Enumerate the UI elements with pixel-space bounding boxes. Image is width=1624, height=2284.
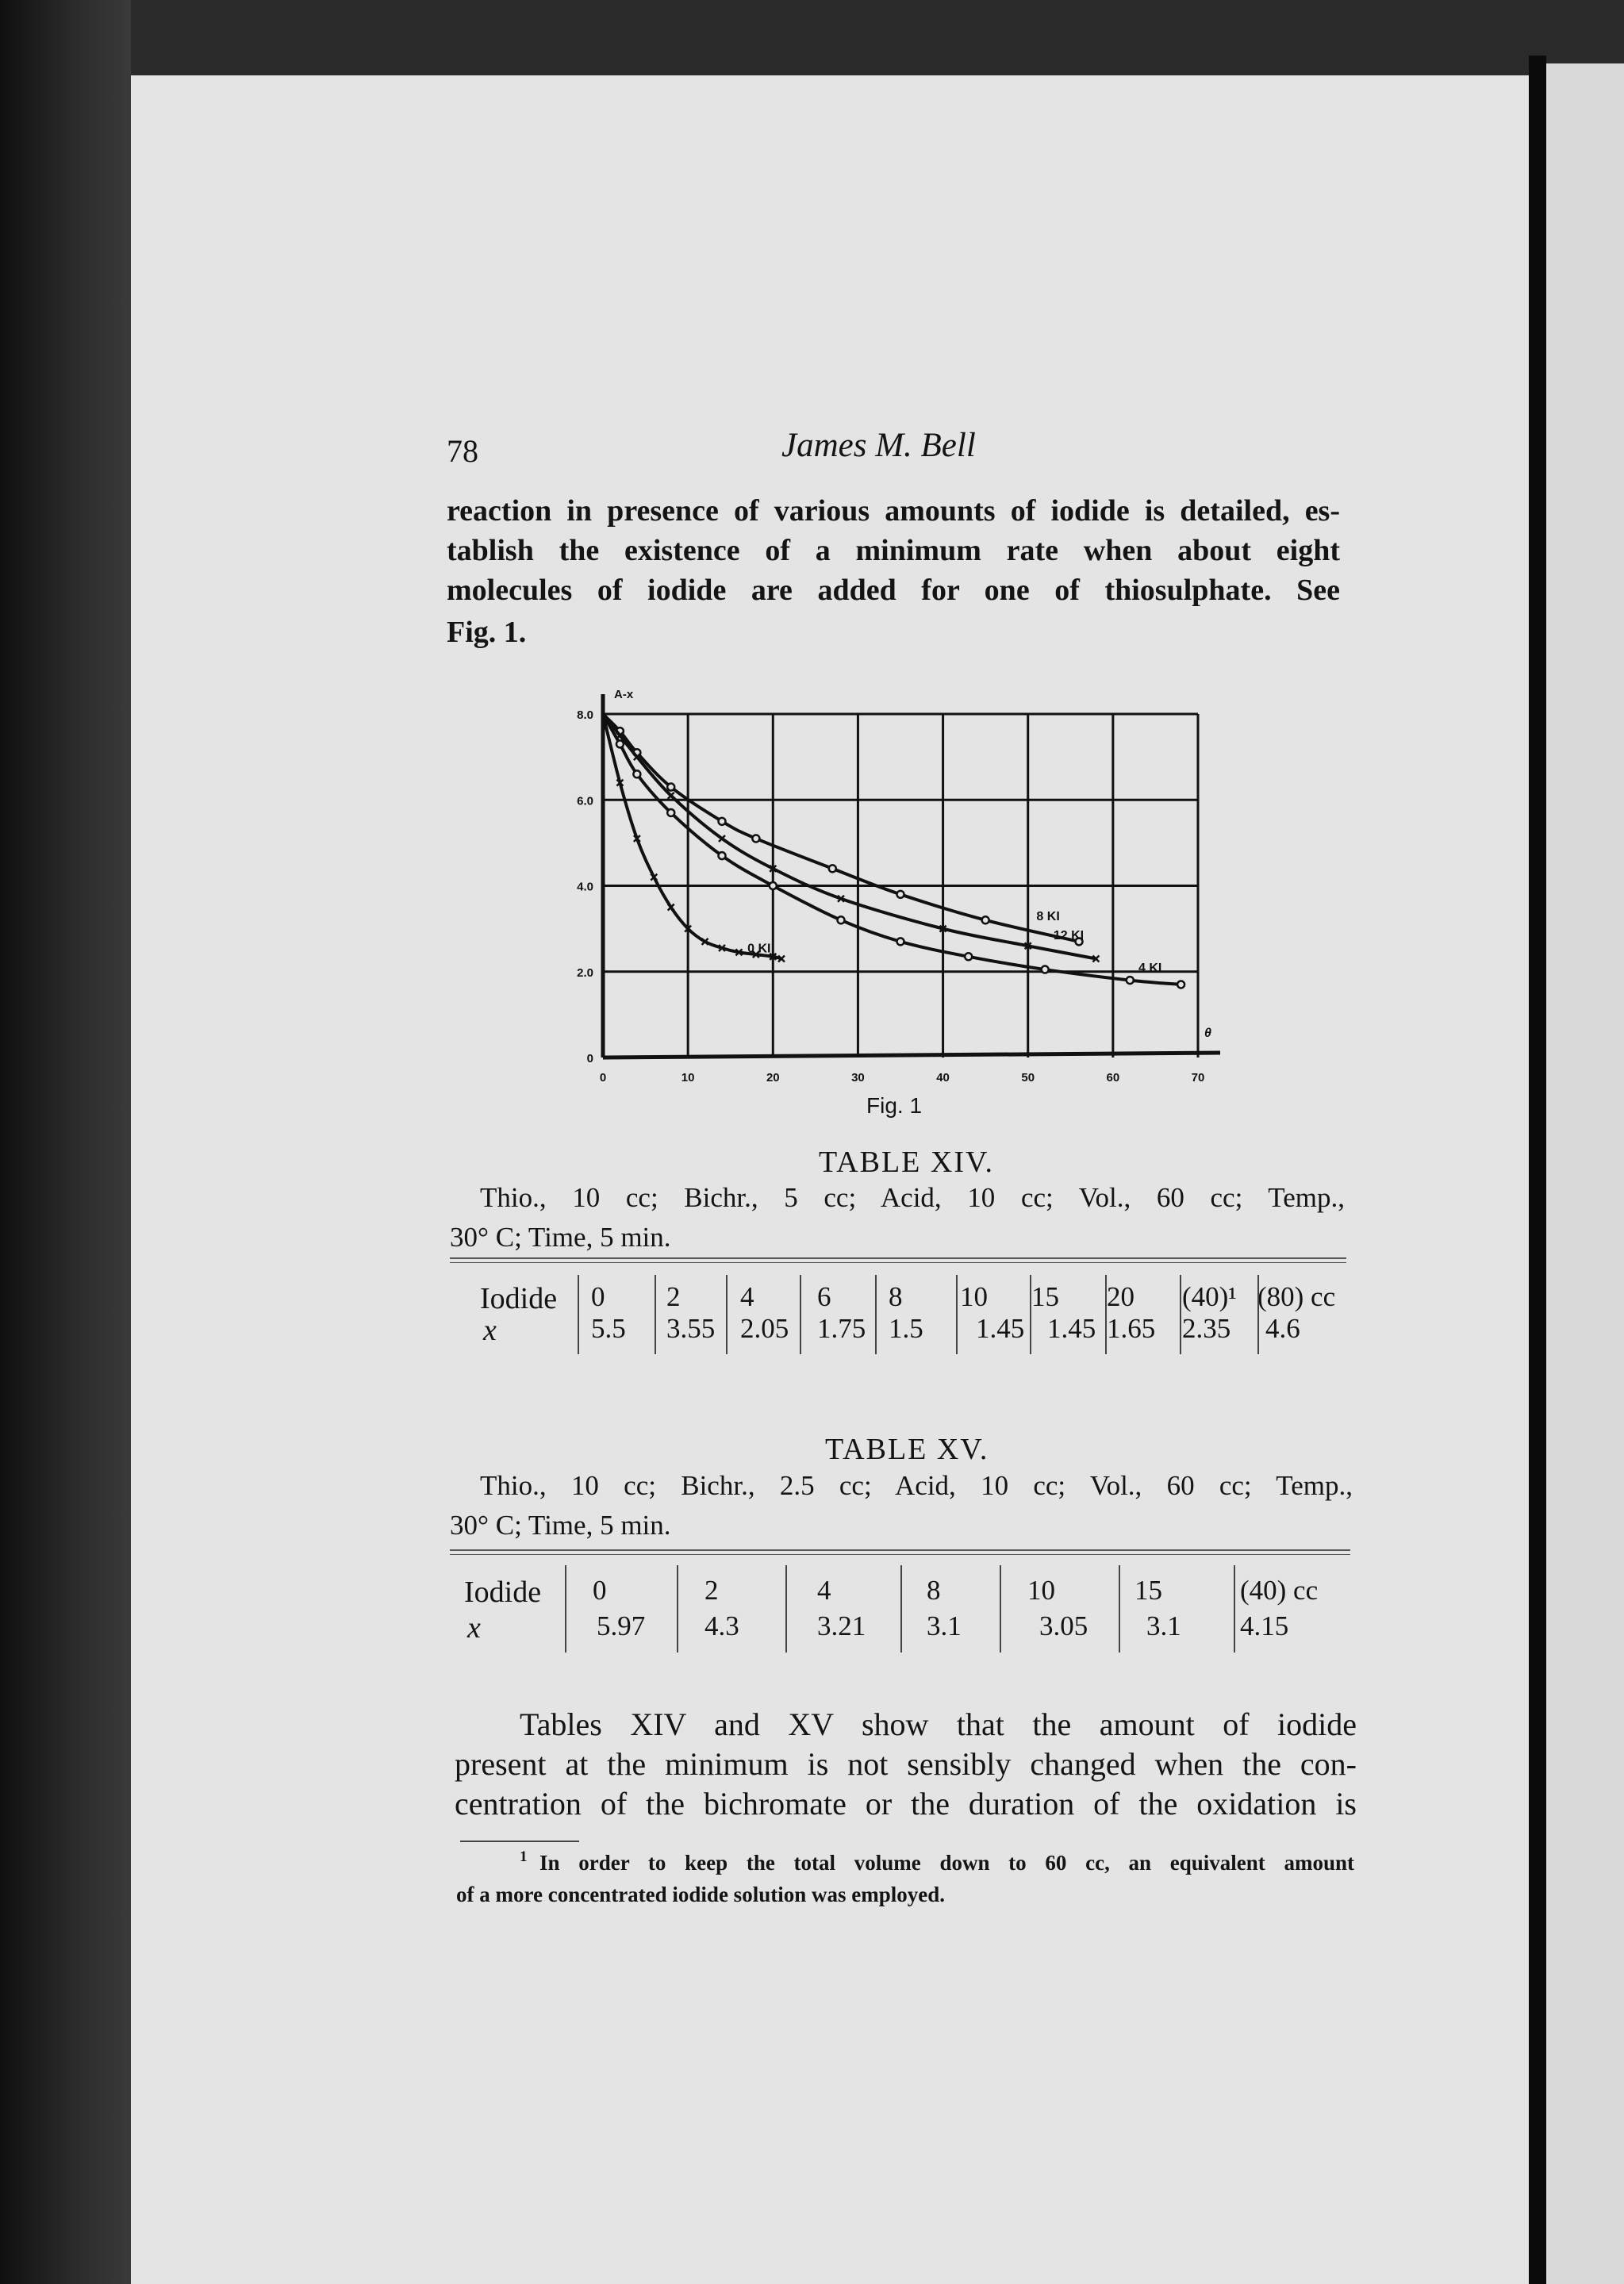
table-row-label: Iodide [480, 1282, 558, 1315]
x-tick-label: 0 [599, 1071, 607, 1084]
data-point [897, 938, 904, 945]
series-label-8ki: 8 KI [1036, 909, 1060, 923]
x-tick-label: 40 [936, 1071, 950, 1084]
table-cell-iodide: 4 [740, 1281, 754, 1312]
table-column-rule [565, 1565, 566, 1653]
intro-line-4: Fig. 1. [447, 616, 527, 649]
data-point [965, 953, 972, 960]
footnote-marker [520, 1848, 528, 1875]
table-cell-iodide: (40)¹ [1182, 1281, 1237, 1312]
table-xv-title: TABLE XV. [825, 1433, 989, 1466]
table-column-rule [1000, 1565, 1001, 1653]
table-cell-iodide: 10 [960, 1281, 988, 1312]
table-row-label: Iodide [464, 1576, 542, 1609]
table-cell-x: 3.21 [817, 1610, 866, 1641]
footnote-rule [460, 1841, 579, 1842]
x-tick-label: 20 [766, 1071, 780, 1084]
table-column-rule [1119, 1565, 1120, 1653]
table-cell-x: 3.1 [927, 1610, 962, 1641]
x-tick-label: 60 [1106, 1071, 1120, 1084]
figure-1-chart [547, 678, 1246, 1091]
table-cell-x: 2.35 [1182, 1313, 1231, 1344]
data-point [667, 809, 674, 816]
data-point [1127, 977, 1134, 984]
x-tick-label: 10 [681, 1071, 695, 1084]
x-axis [603, 1053, 1220, 1058]
data-point [667, 784, 674, 791]
x-axis-label: θ [1204, 1027, 1211, 1040]
data-point [1177, 981, 1184, 988]
table-cell-iodide: 10 [1027, 1575, 1055, 1606]
data-point [719, 852, 726, 859]
table-cell-iodide: 0 [593, 1575, 607, 1606]
series-label-4ki: 4 KI [1138, 961, 1162, 975]
table-cell-iodide: 8 [889, 1281, 903, 1312]
table-cell-iodide: 15 [1031, 1281, 1059, 1312]
table-column-rule [875, 1275, 877, 1354]
table-column-rule [785, 1565, 787, 1653]
table-cell-x: 1.45 [976, 1313, 1025, 1344]
intro-line-1: reaction in presence of various amounts of iodide is detailed, es- [447, 494, 1340, 528]
table-cell-iodide: (40) cc [1240, 1575, 1319, 1606]
scan-left-edge [0, 0, 131, 2284]
table-column-rule [1234, 1565, 1235, 1653]
data-point [770, 882, 777, 889]
y-tick-label: 6.0 [577, 794, 593, 808]
table-cell-x: 1.5 [889, 1313, 923, 1344]
x-tick-label: 70 [1191, 1071, 1205, 1084]
data-point [838, 916, 845, 923]
facing-page-edge [1546, 63, 1624, 2284]
y-tick-label: 8.0 [577, 708, 593, 722]
table-cell-iodide: 0 [591, 1281, 605, 1312]
table-xiv-rule-top-2 [450, 1262, 1346, 1263]
table-row-label: x [483, 1314, 497, 1347]
book-gutter [1529, 56, 1546, 2284]
table-cell-x: 1.45 [1047, 1313, 1096, 1344]
table-cell-x: 3.55 [666, 1313, 716, 1344]
intro-line-2: tablish the existence of a minimum rate when about eight [447, 534, 1340, 567]
table-cell-iodide: 8 [927, 1575, 941, 1606]
table-column-rule [1105, 1275, 1107, 1354]
table-cell-x: 2.05 [740, 1313, 789, 1344]
closing-line-1: Tables XIV and XV show that the amount of iodide [520, 1706, 1357, 1742]
table-cell-iodide: 4 [817, 1575, 831, 1606]
table-cell-x: 3.05 [1039, 1610, 1088, 1641]
table-xv-rule-top-2 [450, 1554, 1350, 1555]
table-column-rule [1257, 1275, 1259, 1354]
figure-caption: Fig. 1 [866, 1093, 923, 1118]
table-column-rule [726, 1275, 728, 1354]
y-tick-label: 0 [586, 1052, 593, 1065]
data-point [1042, 966, 1049, 973]
intro-line-3: molecules of iodide are added for one of thiosulphate. See [447, 574, 1340, 607]
series-line [603, 714, 1181, 985]
table-xv-conditions-1: Thio., 10 cc; Bichr., 2.5 cc; Acid, 10 cc; Vol., 60 cc; Temp., [480, 1470, 1353, 1501]
closing-line-2: present at the minimum is not sensibly changed when the con- [455, 1746, 1357, 1782]
footnote-number: 1 [520, 1848, 528, 1865]
table-cell-x: 5.97 [597, 1610, 646, 1641]
data-point [633, 770, 640, 777]
data-point [982, 916, 989, 923]
table-cell-iodide: 2 [705, 1575, 719, 1606]
series-label-0ki: 0 KI [747, 942, 771, 956]
y-tick-label: 2.0 [577, 965, 593, 980]
y-axis-label: A-x [614, 688, 634, 701]
table-column-rule [578, 1275, 579, 1354]
running-head-title: James M. Bell [781, 427, 976, 464]
table-cell-x: 4.6 [1265, 1313, 1300, 1344]
series-line [603, 714, 1079, 942]
table-column-rule [1180, 1275, 1181, 1354]
book-page [131, 75, 1529, 2284]
x-tick-label: 50 [1021, 1071, 1035, 1084]
table-cell-x: 4.15 [1240, 1610, 1289, 1641]
table-cell-x: 1.75 [817, 1313, 866, 1344]
footnote-line-1: In order to keep the total volume down to 60 cc, an equivalent amount [539, 1851, 1354, 1875]
page-number: 78 [447, 433, 478, 469]
table-cell-x: 4.3 [705, 1610, 739, 1641]
table-column-rule [800, 1275, 801, 1354]
table-xv-conditions-2: 30° C; Time, 5 min. [450, 1510, 671, 1541]
table-cell-x: 5.5 [591, 1313, 626, 1344]
table-xiv-conditions-1: Thio., 10 cc; Bichr., 5 cc; Acid, 10 cc; Vol., 60 cc; Temp., [480, 1182, 1345, 1213]
data-point [719, 818, 726, 825]
table-row-label: x [467, 1611, 481, 1645]
table-xiv-conditions-2: 30° C; Time, 5 min. [450, 1222, 671, 1253]
table-column-rule [956, 1275, 958, 1354]
table-column-rule [1030, 1275, 1031, 1354]
closing-line-3: centration of the bichromate or the duration of the oxidation is [455, 1786, 1357, 1821]
data-point [829, 865, 836, 872]
table-xiv-title: TABLE XIV. [819, 1146, 995, 1179]
table-column-rule [655, 1275, 656, 1354]
table-cell-iodide: 15 [1134, 1575, 1162, 1606]
data-point [616, 740, 624, 747]
footnote-line-2: of a more concentrated iodide solution was employed. [456, 1883, 945, 1906]
table-column-rule [677, 1565, 678, 1653]
table-cell-iodide: (80) cc [1257, 1281, 1336, 1312]
table-column-rule [900, 1565, 902, 1653]
y-tick-label: 4.0 [577, 880, 593, 894]
series-label-12ki: 12 KI [1053, 929, 1085, 943]
table-xv-rule-top [450, 1549, 1350, 1551]
table-cell-x: 1.65 [1107, 1313, 1156, 1344]
data-point [897, 891, 904, 898]
table-xiv-rule-top [450, 1257, 1346, 1259]
table-cell-iodide: 20 [1107, 1281, 1134, 1312]
table-cell-x: 3.1 [1146, 1610, 1181, 1641]
table-cell-iodide: 6 [817, 1281, 831, 1312]
x-tick-label: 30 [851, 1071, 865, 1084]
data-point [752, 835, 759, 842]
table-cell-iodide: 2 [666, 1281, 681, 1312]
